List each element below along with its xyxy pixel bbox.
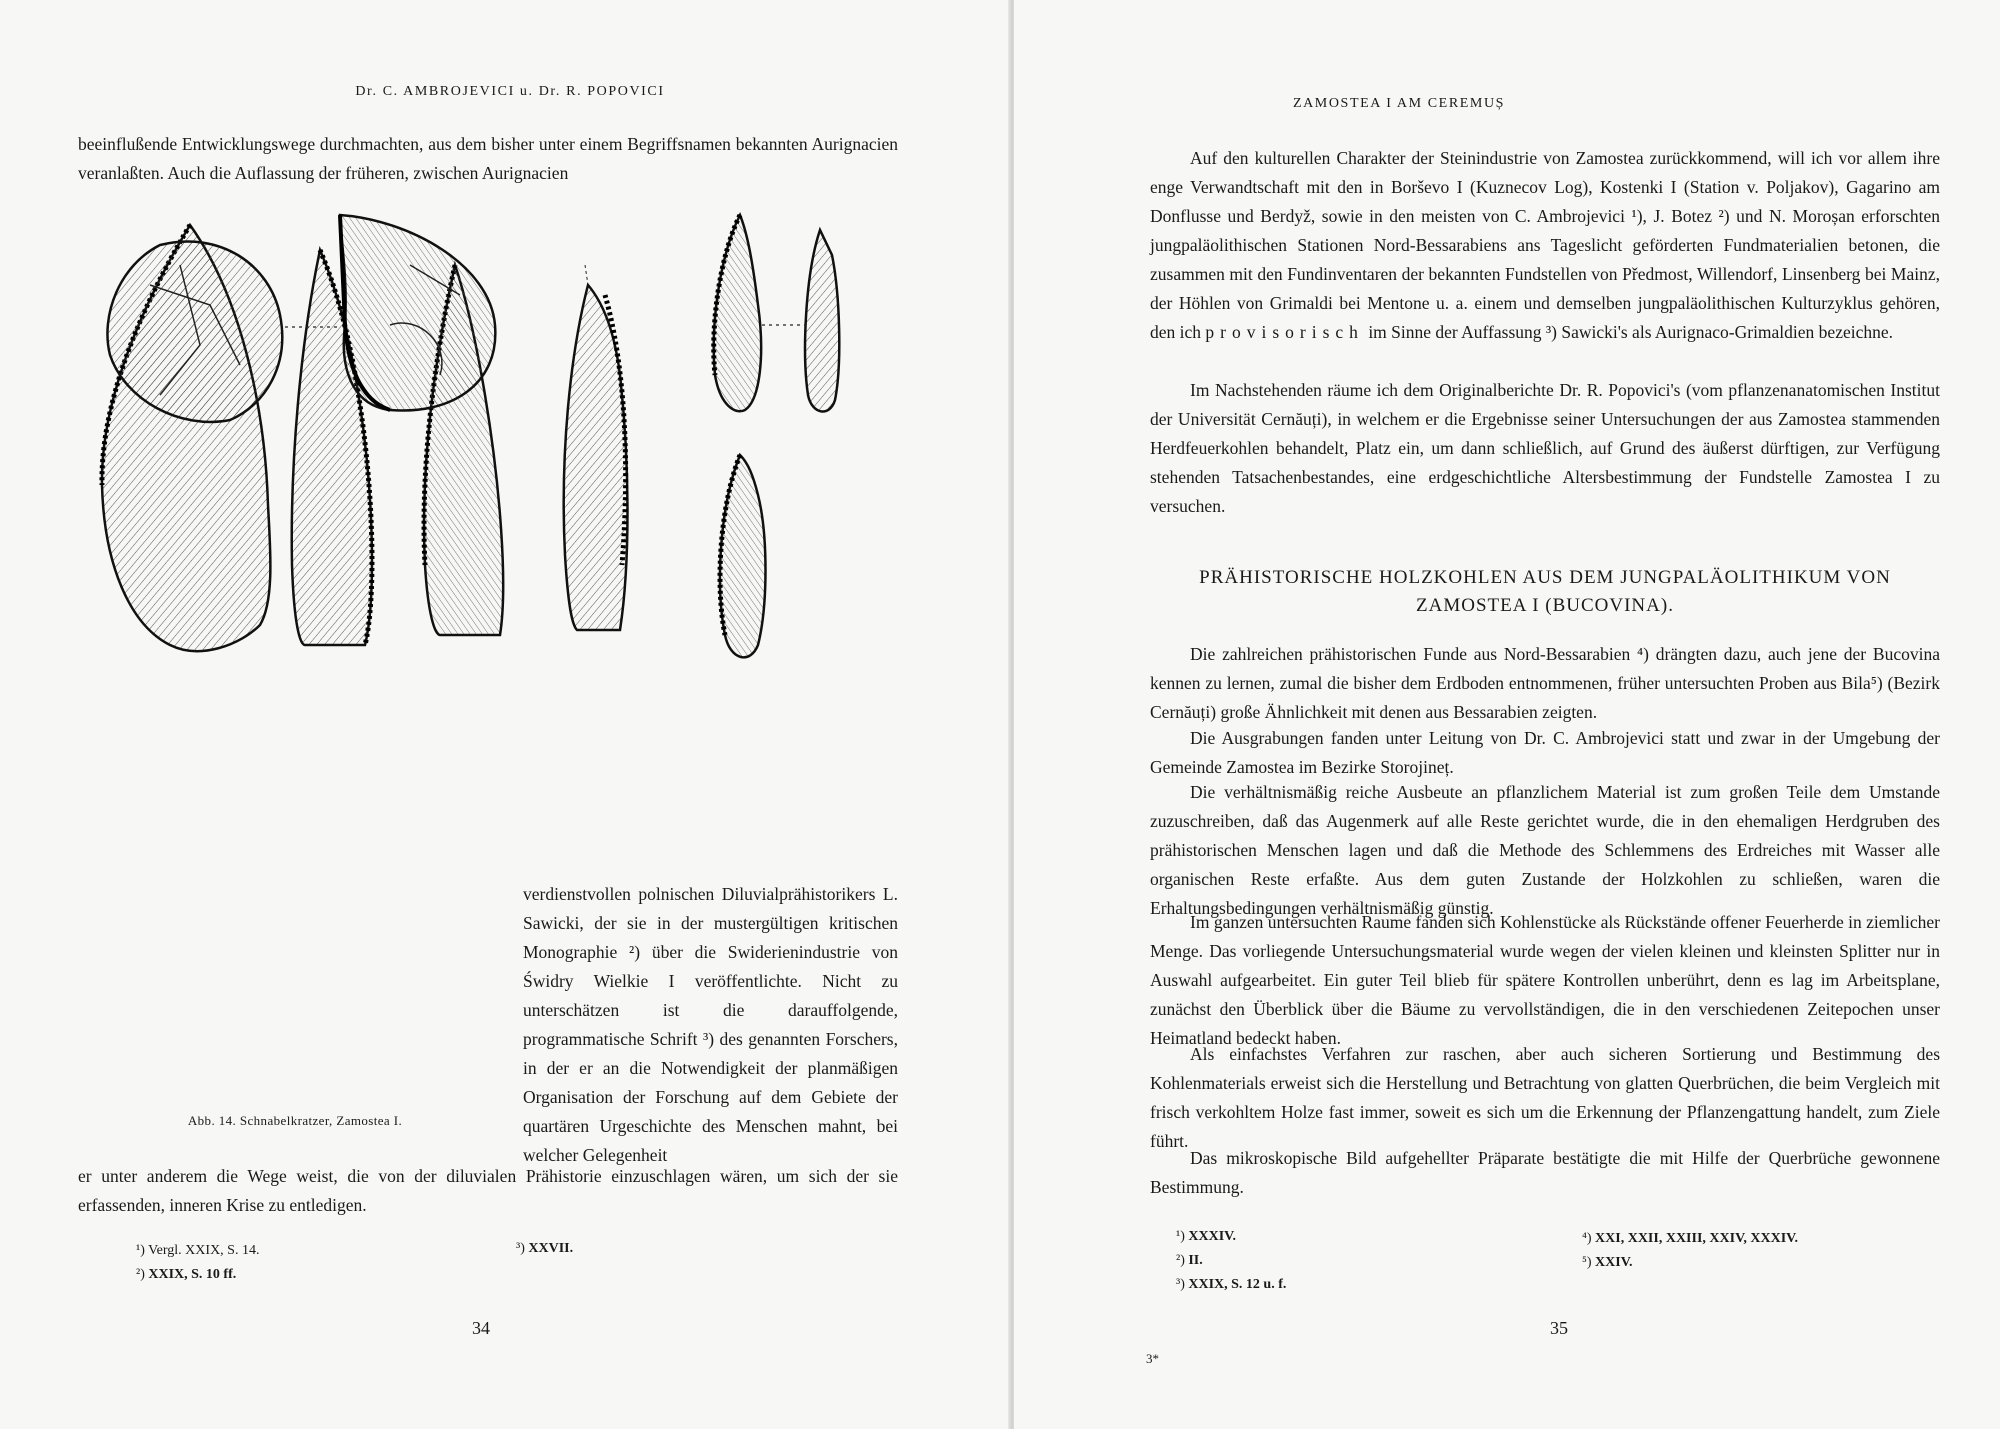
footnote-text: XXIX, S. 10 ff.: [148, 1267, 237, 1282]
right-page: [1014, 0, 2000, 1429]
page-number-right: 35: [1550, 1318, 1568, 1338]
flint-point-4: [564, 285, 628, 630]
footnote-text: II.: [1188, 1253, 1203, 1268]
footnote-text: XXIV.: [1595, 1255, 1633, 1270]
footnote-text: XXI, XXII, XXIII, XXIV, XXXIV.: [1595, 1231, 1798, 1246]
right-paragraph-7: Als einfachstes Verfahren zur raschen, aber auch sicheren Sortierung und Bestimmung des Kohlenmaterials erweist sich die Herstellung und Betrachtung von glatten Querbrüchen, die beim Vergleich mit frisch verkohltem Holze fast immer, soweit es sich um die Erkennung der Pflanzengattung handelt, zum Ziele führt.: [1150, 1044, 1940, 1151]
footnote-mark: ¹): [1176, 1229, 1185, 1244]
figure-14-caption: Abb. 14. Schnabelkratzer, Zamostea I.: [187, 1113, 403, 1128]
p1-text-end: im Sinne der Auffassung ³) Sawicki's als Aurignaco-Grimaldien bezeichne.: [1368, 322, 1893, 342]
right-footnote-2: [1176, 1250, 1203, 1272]
left-bottom-paragraph: er unter anderem die Wege weist, die von der diluvialen Prähistorie einzuschlagen wären, um sich der sie erfassenden, inneren Krise zu entledigen.: [78, 1166, 898, 1215]
left-footnote-3: [516, 1238, 573, 1260]
right-paragraph-6: Im ganzen untersuchten Raume fanden sich Kohlenstücke als Rückstände offener Feuerherde in ziemlicher Menge. Das vorliegende Untersuchungsmaterial wurde wegen der vielen kleinen und kleinsten Splitter nur in Auswahl aufgearbeitet. Ein guter Teil blieb für spätere Kontrollen unberührt, denn es lag im Arbeitsplane, zunächst den Überblick über die Bäume zu vervollständigen, die in den verschiedenen Zeitepochen unser Heimatland bedeckt haben.: [1150, 912, 1940, 1048]
flint-point-6: [720, 455, 766, 657]
section-heading-line-2: ZAMOSTEA I (BUCOVINA).: [1416, 595, 1674, 616]
right-footnote-1: [1176, 1226, 1236, 1248]
left-footnote-2: [136, 1264, 236, 1286]
footnote-mark: ⁵): [1582, 1255, 1592, 1270]
scraper-view-right: [340, 215, 495, 411]
right-paragraph-2: Im Nachstehenden räume ich dem Originalberichte Dr. R. Popovici's (vom pflanzenanatomischen Institut der Universität Cernăuți), in welchem er die Ergebnisse seiner Untersuchungen der aus Zamostea stammenden Herdfeuerkohlen behandelt, Platz ein, um dann schließlich, auf Grund des äußerst dürftigen, zur Verfügung stehenden Tatsachenbestandes, eine erdgeschichtliche Altersbestimmung der Fundstelle Zamostea I zu versuchen.: [1150, 380, 1940, 516]
left-footnote-1: [136, 1240, 259, 1262]
right-paragraph-8: Das mikroskopische Bild aufgehellter Präparate bestätigte die mit Hilfe der Querbrüche gewonnene Bestimmung.: [1150, 1148, 1940, 1197]
section-heading-line-1: PRÄHISTORISCHE HOLZKOHLEN AUS DEM JUNGPALÄOLITHIKUM VON: [1199, 567, 1891, 588]
footnote-mark: ²): [136, 1267, 145, 1282]
flint-point-5a: [805, 230, 839, 411]
running-head-right: ZAMOSTEA I AM CEREMUȘ: [1292, 96, 1506, 111]
p1-spaced-word: provisorisch: [1205, 322, 1364, 342]
footnote-text: XXVII.: [528, 1241, 574, 1256]
right-paragraph-5: Die verhältnismäßig reiche Ausbeute an pflanzlichem Material ist zum großen Teile dem Umstande zuzuschreiben, daß das Augenmerk auf alle Reste gerichtet wurde, die in den ehemaligen Herdgruben des prähistorischen Menschen lagen und daß die Methode des Schlemmens des Erdreiches mit Wasser alle organischen Reste erfaßte. Aus dem guten Zustande der Holzkohlen zu schließen, waren die Erhaltungsbedingungen verhältnismäßig günstig.: [1150, 782, 1940, 918]
right-footnote-4: [1582, 1228, 1798, 1250]
p1-text: Auf den kulturellen Charakter der Steinindustrie von Zamostea zurückkommend, will ich vor allem ihre enge Verwandtschaft mit den in Borševo I (Kuznecov Log), Kostenki I (Station v. Poljakov), Gagarino am Donflusse und Berdyž, sowie in den meisten von C. Ambrojevici ¹), J. Botez ²) und N. Moroșan erforschten jungpaläolithischen Stationen Nord-Bessarabiens ans Tageslicht geförderten Fundmaterialien betonen, die zusammen mit den Fundinventaren der bekannten Fundstellen von Předmost, Willendorf, Linsenberg bei Mainz, der Höhlen von Grimaldi bei Mentone u. a. einem und demselben jungpaläolithischen Kulturzyklus gehören, den ich: [1150, 148, 1940, 342]
footnote-text: XXIX, S. 12 u. f.: [1188, 1277, 1287, 1292]
right-paragraph-4: Die Ausgrabungen fanden unter Leitung von Dr. C. Ambrojevici statt und zwar in der Umgebung der Gemeinde Zamostea im Bezirke Storojineț.: [1150, 728, 1940, 777]
right-footnote-3: [1176, 1274, 1286, 1296]
footnote-text: Vergl. XXIX, S. 14.: [148, 1243, 260, 1258]
right-footnote-5: [1582, 1252, 1633, 1274]
footnote-mark: ²): [1176, 1253, 1185, 1268]
footnote-mark: ⁴): [1582, 1231, 1592, 1246]
left-top-paragraph: beeinflußende Entwicklungswege durchmachten, aus dem bisher unter einem Begriffsnamen bekannten Aurignacien veranlaßten. Auch die Auflassung der früheren, zwischen Aurignacien: [78, 134, 898, 183]
figure-13-artwork: [90, 205, 900, 725]
signature-mark: 3*: [1146, 1351, 1159, 1366]
right-paragraph-1: [1150, 144, 1940, 347]
footnote-mark: ³): [516, 1241, 525, 1256]
footnote-mark: ³): [1176, 1277, 1185, 1292]
footnote-text: XXXIV.: [1188, 1229, 1236, 1244]
footnote-mark: ¹): [136, 1243, 145, 1258]
running-head-left: Dr. C. AMBROJEVICI u. Dr. R. POPOVICI: [355, 84, 665, 99]
page-number-left: 34: [472, 1318, 490, 1338]
left-side-paragraph: verdienstvollen polnischen Diluvialprähistorikers L. Sawicki, der sie in der mustergültigen kritischen Monographie ²) über die Swiderienindustrie von Świdry Wielkie I veröffentlichte. Nicht zu unterschätzen ist die darauffolgende, programmatische Schrift ³) des genannten Forschers, in der er an die Notwendigkeit der planmäßigen Organisation der Forschung auf dem Gebiete der quartären Urgeschichte des Menschen mahnt, bei welcher Gelegenheit: [523, 884, 898, 1165]
right-paragraph-3: Die zahlreichen prähistorischen Funde aus Nord-Bessarabien ⁴) drängten dazu, auch jene der Bucovina kennen zu lernen, zumal die bisher dem Erdboden entnommenen, früher untersuchten Proben aus Bila⁵) (Bezirk Cernăuți) große Ähnlichkeit mit denen aus Bessarabien zeigten.: [1150, 644, 1940, 722]
flint-point-5: [714, 215, 761, 411]
